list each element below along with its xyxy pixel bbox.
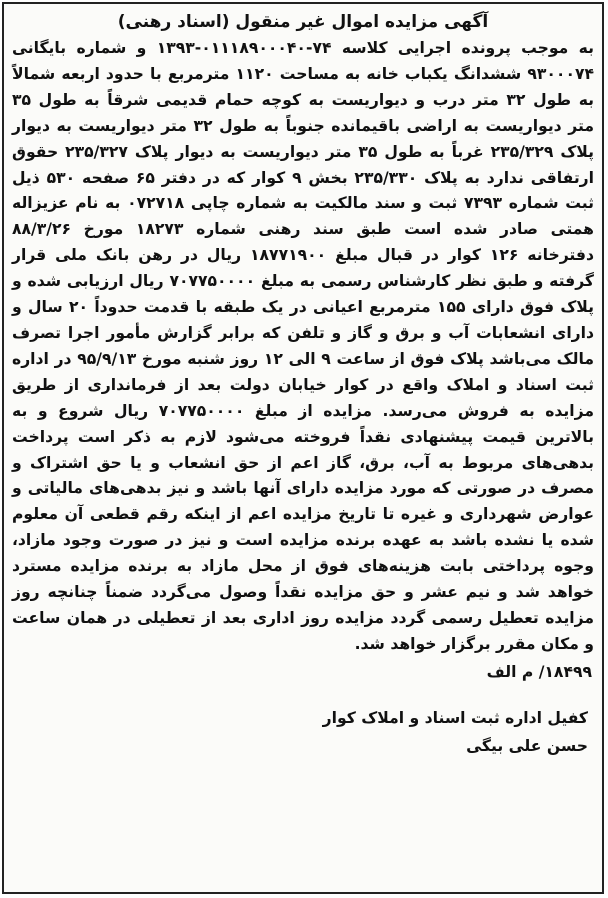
signature-office: کفیل اداره ثبت اسناد و املاک کوار — [322, 708, 588, 727]
auction-notice — [2, 2, 604, 894]
notice-body: به موجب پرونده اجرایی کلاسه ۷۴-۰۱۱۱۸۹۰۰۰۴۰-۱۳۹۳ و شماره بایگانی ۹۳۰۰۰۷۴ ششدانگ یکباب خانه به مساحت ۱۱۲۰ مترمربع با حدود اربعه شمالاً به طول ۳۲ متر درب و دیواریست به کوچه حمام قدیمی شرقاً به طول ۳۵ متر دیواریست به اراضی باقیمانده جنوباً به طول ۳۲ متر دیواریست به دیوار پلاک ۲۳۵/۳۲۹ غرباً به طول ۳۵ متر دیواریست به دیوار پلاک ۲۳۵/۳۲۷ حقوق ارتفاقی ندارد به پلاک ۲۳۵/۳۳۰ بخش ۹ کوار که در دفتر ۶۵ صفحه ۵۳۰ ذیل ثبت شماره ۷۳۹۳ ثبت و سند مالکیت به شماره چاپی ۰۷۲۷۱۸ به نام عزیزاله همتی صادر شده است طبق سند رهنی شماره ۱۸۲۷۳ مورخ ۸۸/۳/۲۶ دفترخانه ۱۲۶ کوار در قبال مبلغ ۱۸۷۷۱۹۰۰ ریال در رهن بانک ملی قرار گرفته و طبق نظر کارشناس رسمی به مبلغ ۷۰۷۷۵۰۰۰۰ ریال ارزیابی شده و پلاک فوق دارای ۱۵۵ مترمربع اعیانی در یک طبقه با قدمت حدوداً ۲۰ سال و دارای انشعابات آب و برق و گاز و تلفن که برابر گزارش مأمور اجرا تصرف مالک می‌باشد پلاک فوق از ساعت ۹ الی ۱۲ روز شنبه مورخ ۹۵/۹/۱۳ در اداره ثبت اسناد و املاک واقع در کوار خیابان دولت بعد از فرمانداری از طریق مزایده به فروش می‌رسد. مزایده از مبلغ ۷۰۷۷۵۰۰۰۰ ریال شروع و به بالاترین قیمت پیشنهادی نقداً فروخته می‌شود لازم به ذکر است پرداخت بدهی‌های مربوط به آب، برق، گاز اعم از حق انشعاب و یا حق اشتراک و مصرف در صورتی که مورد مزایده دارای آنها باشد و نیز بدهی‌های مالیاتی و عوارض شهرداری و غیره تا تاریخ مزایده اعم از اینکه رقم قطعی آن معلوم شده یا نشده باشد به عهده برنده مزایده است و نیز در صورت وجود مازاد، وجوه پرداختی بابت هزینه‌های فوق از محل مازاد به برنده مزایده مسترد خواهد شد و نیم عشر و حق مزایده نقداً وصول می‌گردد ضمناً چنانچه روز مزایده تعطیل رسمی گردد مزایده روز اداری بعد از تعطیلی در همان ساعت و مکان مقرر برگزار خواهد شد. — [12, 39, 595, 653]
signature-name: حسن علی بیگی — [466, 736, 588, 755]
notice-reference: ۱۸۴۹۹/ م الف — [486, 662, 592, 681]
notice-title: آگهی مزایده اموال غیر منقول (اسناد رهنی) — [117, 12, 489, 32]
signature-block — [4, 704, 588, 760]
